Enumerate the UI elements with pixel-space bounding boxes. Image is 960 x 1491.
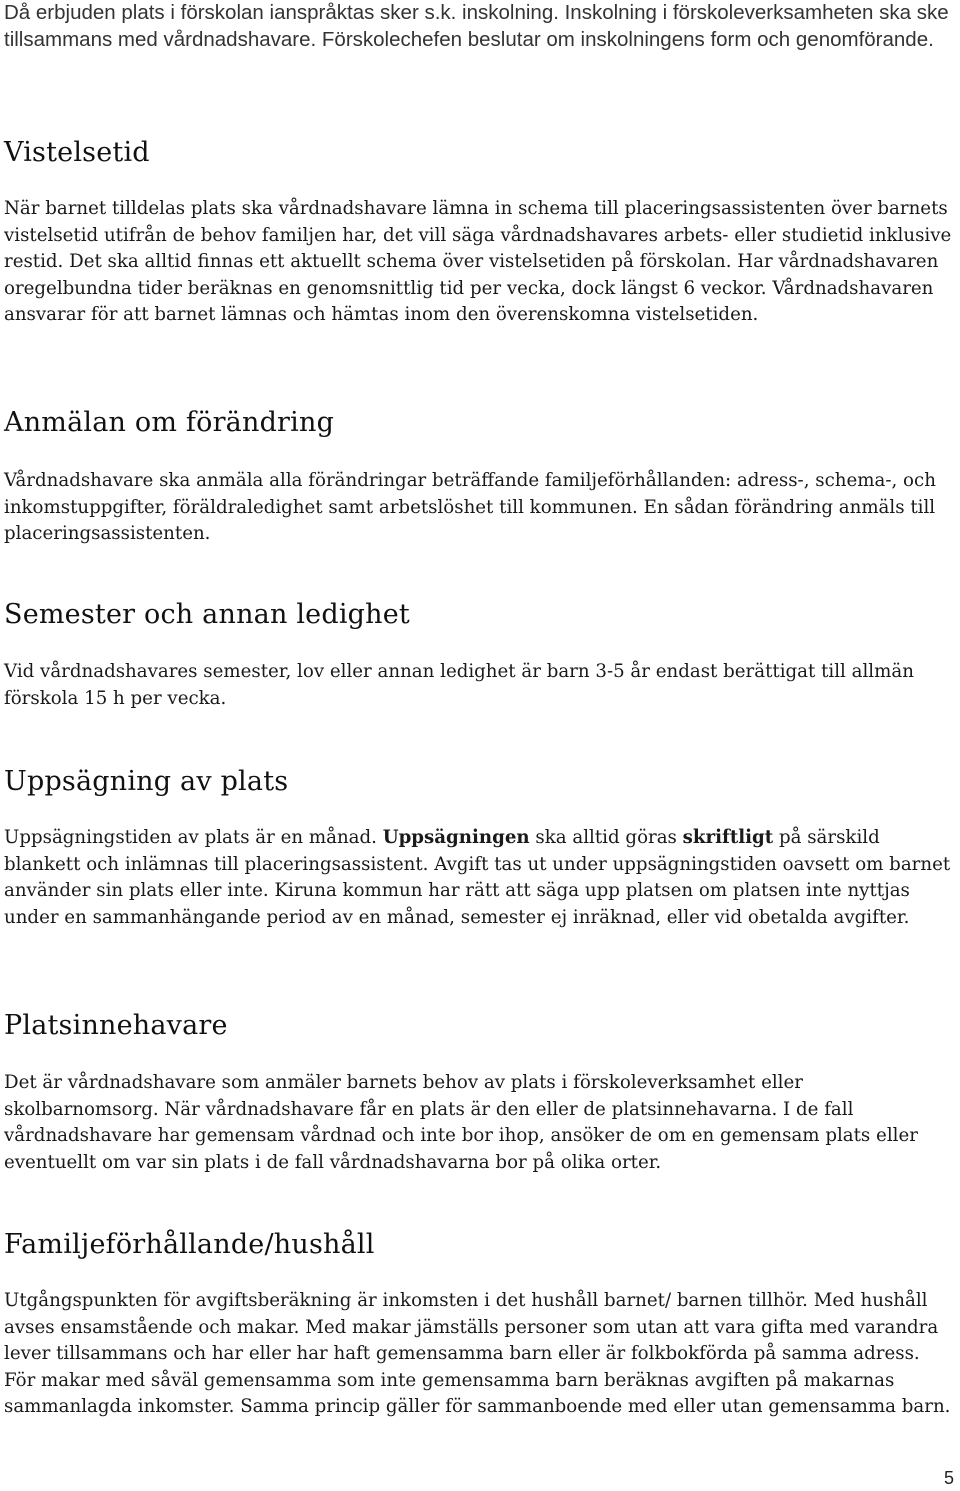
section-heading: Familjeförhållande/hushåll	[4, 1229, 375, 1260]
section-paragraph	[4, 825, 956, 931]
section-paragraph: Vid vårdnadshavares semester, lov eller annan ledighet är barn 3-5 år endast berättigat till allmän förskola 15 h per vecka.	[4, 661, 914, 709]
emphasis-text: Uppsägningen	[382, 827, 530, 848]
section-vistelsetid	[4, 136, 956, 329]
section-heading: Anmälan om förändring	[4, 407, 335, 438]
section-heading: Uppsägning av plats	[4, 766, 289, 797]
emphasis-text: skriftligt	[682, 827, 774, 848]
section-anmalan-om-forandring	[4, 406, 956, 548]
paragraph-text: ska alltid göras	[529, 827, 683, 848]
section-heading: Platsinnehavare	[4, 1010, 228, 1041]
section-paragraph: Det är vårdnadshavare som anmäler barnets behov av plats i förskoleverksamhet eller skolbarnomsorg. När vårdnadshavare får en plats är den eller de platsinnehavarna. I de fall vårdnadshavare har gemensam vårdnad och inte bor ihop, ansöker de om en gemensam plats eller eventuellt om var sin plats i de fall vårdnadshavarna bor på olika orter.	[4, 1072, 918, 1173]
section-familjeforhallande-hushall	[4, 1228, 956, 1421]
section-heading: Semester och annan ledighet	[4, 599, 410, 630]
paragraph-text: Uppsägningstiden av plats är en månad.	[4, 827, 383, 848]
section-semester-och-annan-ledighet	[4, 598, 956, 712]
section-heading: Vistelsetid	[4, 137, 150, 168]
page-number: 5	[943, 1468, 954, 1488]
section-paragraph: När barnet tilldelas plats ska vårdnadshavare lämna in schema till placeringsassistenten över barnets vistelsetid utifrån de behov familjen har, det vill säga vårdnadshavares arbets- eller studietid inklusive restid. Det ska alltid finnas ett aktuellt schema över vistelsetiden på förskolan. Har vårdnadshavaren oregelbundna tider beräknas en genomsnittlig tid per vecka, dock längst 6 veckor. Vårdnadshavaren ansvarar för att barnet lämnas och hämtas inom den överenskomna vistelsetiden.	[4, 198, 952, 326]
section-paragraph: Vårdnadshavare ska anmäla alla förändringar beträffande familjeförhållanden: adress-, schema-, och inkomstuppgifter, föräldraledighet samt arbetslöshet till kommunen. En sådan förändring anmäls till placeringsassistenten.	[4, 470, 936, 545]
section-uppsagning-av-plats	[4, 765, 956, 931]
section-platsinnehavare	[4, 1009, 956, 1176]
intro-paragraph: Då erbjuden plats i förskolan ianspråktas sker s.k. inskolning. Inskolning i förskoleverksamheten ska ske tillsammans med vårdnadshavare. Förskolechefen beslutar om inskolningens form och genomförande.	[4, 1, 949, 51]
section-paragraph: Utgångspunkten för avgiftsberäkning är inkomsten i det hushåll barnet/ barnen tillhör. Med hushåll avses ensamstående och makar. Med makar jämställs personer som utan att vara gifta med varandra lever tillsammans och har eller har haft gemensamma barn eller är folkbokförda på samma adress. För makar med såväl gemensamma som inte gemensamma barn beräknas avgiften på makarnas sammanlagda inkomster. Samma princip gäller för sammanboende med eller utan gemensamma barn.	[4, 1290, 951, 1418]
paragraph-text: på särskild blankett och inlämnas till placeringsassistent. Avgift tas ut under uppsägningstiden oavsett om barnet använder sin plats eller inte. Kiruna kommun har rätt att säga upp platsen om platsen inte nyttjas under en sammanhängande period av en månad, semester ej inräknad, eller vid obetalda avgifter.	[4, 827, 951, 928]
